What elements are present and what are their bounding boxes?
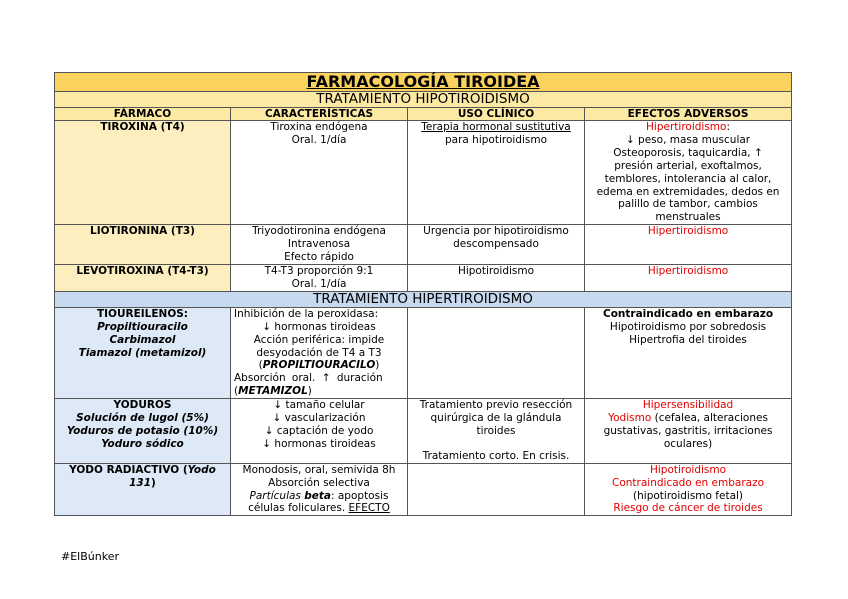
section-hypothyroidism-header: TRATAMIENTO HIPOTIROIDISMO xyxy=(55,92,792,108)
adverse-red-text: Hipertiroidismo xyxy=(647,225,729,238)
paren: ) xyxy=(151,476,156,489)
drug-name: Yoduros de potasio (10%) xyxy=(66,424,219,437)
char-text: : apoptosis xyxy=(331,489,389,502)
char-text: células foliculares. xyxy=(248,502,349,515)
drug-name: Tiamazol (metamizol) xyxy=(78,346,207,359)
adverse-line: edema en extremidades, dedos en xyxy=(596,185,780,198)
drug-ref-metamizol: METAMIZOL xyxy=(238,385,308,398)
adverse-line: Hipotiroidismo por sobredosis xyxy=(609,320,767,333)
char-line: Absorción oral. ↑ duración xyxy=(234,372,383,385)
char-line: desyodación de T4 a T3 xyxy=(256,346,382,359)
adverse-red-text: Riesgo de cáncer de tiroides xyxy=(613,502,763,515)
col-header-clinical-use: USO CLÍNICO xyxy=(408,108,585,121)
char-line: Oral. 1/día xyxy=(291,277,347,290)
col-header-characteristics: CARACTERÍSTICAS xyxy=(231,108,408,121)
table-row xyxy=(55,307,792,398)
char-line: Monodosis, oral, semivida 8h xyxy=(242,463,396,476)
paren: ) xyxy=(375,359,380,372)
adverse-line: ↓ peso, masa muscular xyxy=(625,133,751,146)
char-line: Inhibición de la peroxidasa: xyxy=(234,307,379,320)
drug-ref-ptu: PROPILTIOURACILO xyxy=(262,359,376,372)
characteristics-cell xyxy=(231,307,408,398)
adverse-red-text: Hipertiroidismo xyxy=(646,121,727,133)
char-italic: Partículas xyxy=(249,489,305,502)
column-header-row xyxy=(55,108,792,121)
char-line: ↓ hormonas tiroideas xyxy=(262,437,376,450)
drug-cell-thioureylenes xyxy=(55,307,231,398)
char-line: Efecto rápido xyxy=(284,251,354,264)
drug-group-title: TIOUREILENOS: xyxy=(96,307,189,320)
drug-name: Yodo 131 xyxy=(129,463,216,489)
characteristics-cell xyxy=(231,121,408,225)
clinical-use-cell xyxy=(408,225,585,265)
characteristics-cell xyxy=(231,264,408,291)
char-line xyxy=(234,502,404,515)
adverse-bold-text: Contraindicado en embarazo xyxy=(602,307,774,320)
adverse-line xyxy=(588,121,788,134)
adverse-red-text: Contraindicado en embarazo xyxy=(612,476,765,489)
adverse-colon: : xyxy=(726,121,730,133)
characteristics-cell xyxy=(231,463,408,516)
adverse-effects-cell xyxy=(585,264,792,291)
paren: ( xyxy=(258,359,263,372)
drug-cell-radioiodine xyxy=(55,463,231,516)
paren: ( xyxy=(234,385,239,398)
drug-cell-iodides xyxy=(55,399,231,464)
col-header-drug: FÁRMACO xyxy=(55,108,231,121)
use-line: quirúrgica de la glándula xyxy=(430,412,562,425)
footer-hashtag: #ElBúnker xyxy=(61,550,119,563)
table-row xyxy=(55,225,792,265)
drug-cell-levothyroxine: LEVOTIROXINA (T4-T3) xyxy=(55,264,231,291)
char-line: Oral. 1/día xyxy=(291,133,347,146)
adverse-line xyxy=(588,412,788,451)
use-line: tiroides xyxy=(476,424,516,437)
drug-group-title: YODO RADIACTIVO ( xyxy=(69,463,188,476)
adverse-effects-cell xyxy=(585,307,792,398)
char-line: ↓ hormonas tiroideas xyxy=(262,320,376,333)
characteristics-cell xyxy=(231,225,408,265)
table-title: FARMACOLOGÍA TIROIDEA xyxy=(55,73,792,92)
char-line: ↓ tamaño celular xyxy=(273,399,365,412)
adverse-line: presión arterial, exoftalmos, xyxy=(614,159,762,172)
char-line: ↓ vascularización xyxy=(272,412,366,425)
adverse-red-text: Hipersensibilidad xyxy=(642,399,734,412)
char-line: ↓ captación de yodo xyxy=(264,424,374,437)
pharmacology-table xyxy=(54,72,792,516)
adverse-red-text: Yodismo xyxy=(608,412,652,425)
use-line: Terapia hormonal sustitutiva xyxy=(421,121,571,133)
col-header-adverse-effects: EFECTOS ADVERSOS xyxy=(585,108,792,121)
section-hyperthyroidism-header: TRATAMIENTO HIPERTIROIDISMO xyxy=(55,291,792,307)
use-line: descompensado xyxy=(453,238,539,251)
table-row xyxy=(55,399,792,464)
table-row xyxy=(55,121,792,225)
use-line: para hipotiroidismo xyxy=(444,133,548,146)
adverse-red-text: Hipertiroidismo xyxy=(647,264,729,277)
drug-cell-liothyronine: LIOTIRONINA (T3) xyxy=(55,225,231,265)
use-line: Urgencia por hipotiroidismo xyxy=(423,225,569,238)
adverse-line: palillo de tambor, cambios xyxy=(618,198,758,211)
paren: ) xyxy=(307,385,312,398)
adverse-effects-cell xyxy=(585,121,792,225)
table-row xyxy=(55,463,792,516)
char-line xyxy=(234,385,404,398)
clinical-use-cell xyxy=(408,399,585,464)
adverse-line: (hipotiroidismo fetal) xyxy=(633,489,744,502)
char-line xyxy=(234,359,404,372)
adverse-line: Hipertrofia del tiroides xyxy=(629,333,747,346)
adverse-effects-cell xyxy=(585,399,792,464)
drug-name: Carbimazol xyxy=(109,333,176,346)
clinical-use-cell xyxy=(408,264,585,291)
drug-name: Propiltiouracilo xyxy=(97,320,188,333)
use-line: Hipotiroidismo xyxy=(457,264,535,277)
char-line xyxy=(234,490,404,503)
drug-name: Yoduro sódico xyxy=(101,437,184,450)
char-underlined: EFECTO xyxy=(348,502,390,515)
drug-name: Solución de lugol (5%) xyxy=(76,412,209,425)
table-row xyxy=(55,264,792,291)
characteristics-cell xyxy=(231,399,408,464)
drug-cell-thyroxine: TIROXINA (T4) xyxy=(55,121,231,225)
char-line: Absorción selectiva xyxy=(268,476,370,489)
adverse-effects-cell xyxy=(585,225,792,265)
adverse-effects-cell xyxy=(585,463,792,516)
char-line: T4-T3 proporción 9:1 xyxy=(264,264,374,277)
clinical-use-cell xyxy=(408,307,585,398)
drug-group-title: YODUROS xyxy=(113,399,172,412)
use-line: Tratamiento corto. En crisis. xyxy=(422,449,570,462)
clinical-use-cell xyxy=(408,463,585,516)
adverse-detail: (cefalea, alteraciones gustativas, gastritis, irritaciones oculares) xyxy=(603,412,773,450)
adverse-red-text: Hipotiroidismo xyxy=(649,463,727,476)
adverse-line: Osteoporosis, taquicardia, ↑ xyxy=(613,146,763,159)
char-line: Tiroxina endógena xyxy=(270,121,368,133)
char-line: Intravenosa xyxy=(287,238,351,251)
char-line: Acción periférica: impide xyxy=(253,333,385,346)
use-line: Tratamiento previo resección xyxy=(419,399,573,412)
adverse-line: menstruales xyxy=(655,211,721,224)
clinical-use-cell xyxy=(408,121,585,225)
char-line: Triyodotironina endógena xyxy=(252,225,386,238)
adverse-line: temblores, intolerancia al calor, xyxy=(604,172,772,185)
char-bold-italic: beta xyxy=(304,489,331,502)
